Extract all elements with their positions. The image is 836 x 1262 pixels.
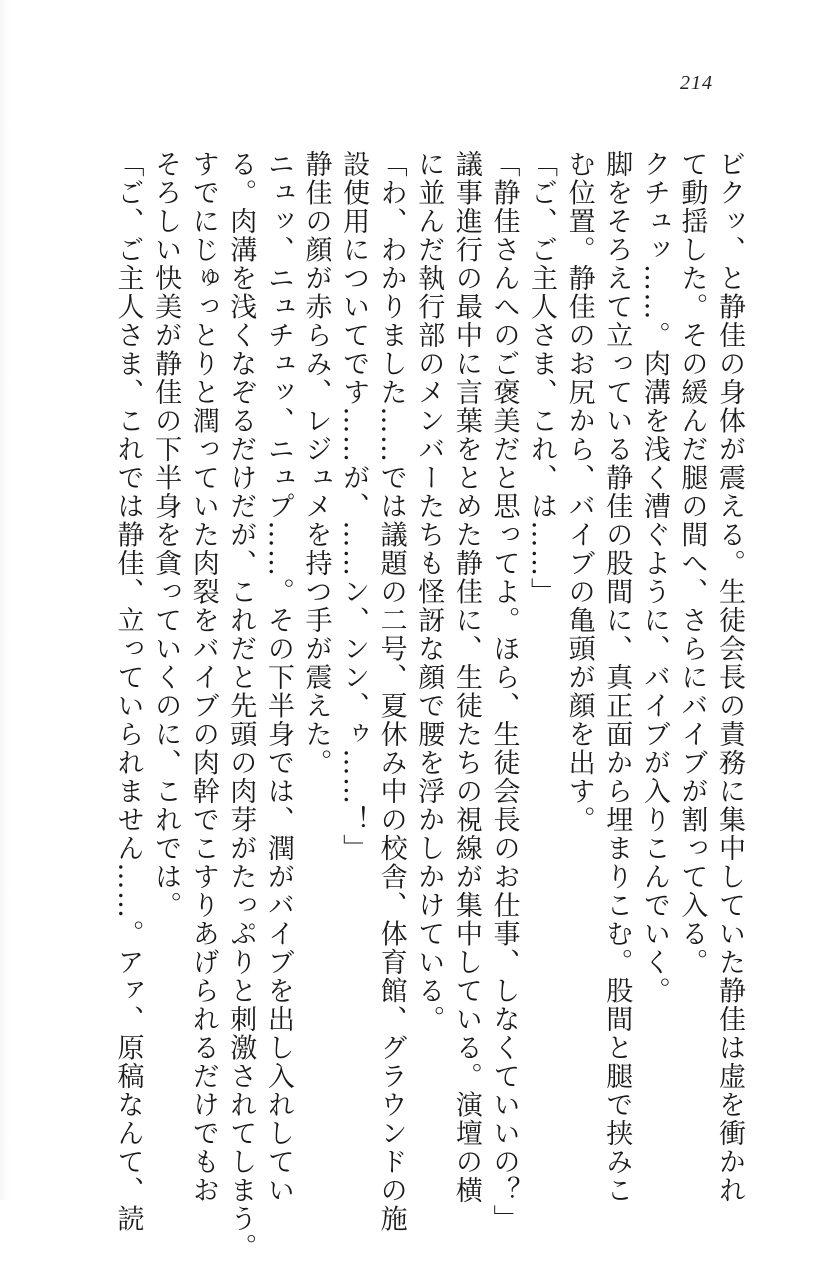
text-line: 設使用についてです……が、……ン、ンン、ゥ……！」 xyxy=(338,150,370,863)
text-line: 「静佳さんへのご褒美だと思ってよ。ほら、生徒会長のお仕事、しなくていいの？」 xyxy=(488,150,520,1233)
vertical-text-body xyxy=(109,150,748,1262)
text-line: 議事進行の最中に言葉をとめた静佳に、生徒たちの視線が集中している。演壇の横 xyxy=(450,150,482,1205)
text-line: そろしい快美が静佳の下半身を貪っていくのに、これでは。 xyxy=(150,150,182,920)
text-line: 静佳の顔が赤らみ、レジュメを持つ手が震えた。 xyxy=(300,150,332,777)
text-line: む位置。静佳のお尻から、バイブの亀頭が顔を出す。 xyxy=(563,150,595,834)
text-line: に並んだ執行部のメンバーたちも怪訝な顔で腰を浮かしかけている。 xyxy=(413,150,445,1034)
text-line: すでにじゅっとりと潤っていた肉裂をバイブの肉幹でこすりあげられるだけでもお xyxy=(187,150,219,1205)
text-line: 「ご、ご主人さま、これでは静佳、立っていられません……。アァ、原稿なんて、読 xyxy=(112,150,144,1233)
text-line: る。肉溝を浅くなぞるだけだが、これだと先頭の肉芽がたっぷりと刺激されてしまう。 xyxy=(225,150,257,1262)
text-line: て動揺した。その緩んだ腿の間へ、さらにバイブが割って入る。 xyxy=(676,150,708,977)
text-line: 「ご、ご主人さま、これ、は……」 xyxy=(526,150,558,606)
text-line: ニュッ、ニュチュッ、ニュプ……。その下半身では、潤がバイブを出し入れしてい xyxy=(262,150,294,1205)
text-line: 脚をそろえて立っている静佳の股間に、真正面から埋まりこむ。股間と腿で挟みこ xyxy=(601,150,633,1205)
page-edge-shadow xyxy=(0,0,10,1200)
text-line: ビクッ、と静佳の身体が震える。生徒会長の責務に集中していた静佳は虚を衝かれ xyxy=(714,150,745,1205)
text-line: クチュッ……。肉溝を浅く漕ぐように、バイブが入りこんでいく。 xyxy=(638,150,670,1005)
page-number: 214 xyxy=(680,72,713,94)
text-line: 「わ、わかりました……では議題の二号、夏休み中の校舎、体育館、グラウンドの施 xyxy=(375,150,407,1233)
